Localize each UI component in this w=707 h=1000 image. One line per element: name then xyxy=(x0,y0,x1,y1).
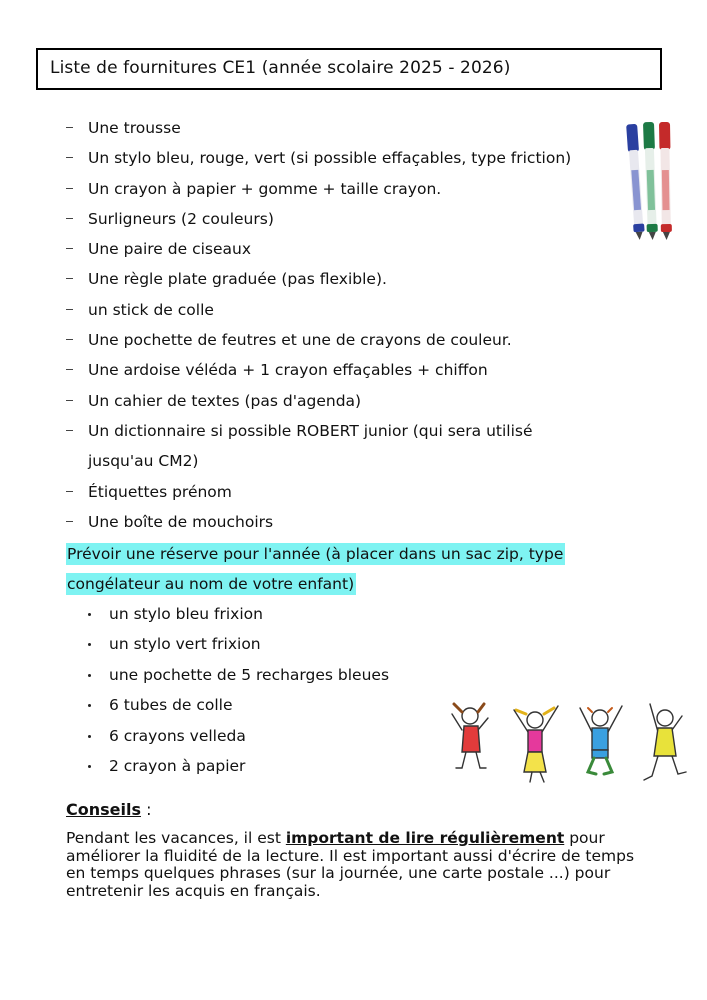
frixion-pens-image xyxy=(626,120,676,242)
list-item: Une pochette de feutres et une de crayons de couleur. xyxy=(66,328,571,358)
conseils-heading: Conseils : xyxy=(66,800,152,819)
list-item: Un crayon à papier + gomme + taille crayon. xyxy=(66,177,571,207)
reserve-item: une pochette de 5 recharges bleues xyxy=(86,663,389,693)
reserve-item: 6 tubes de colle xyxy=(86,693,389,723)
list-item: Une paire de ciseaux xyxy=(66,237,571,267)
list-item: Un stylo bleu, rouge, vert (si possible effaçables, type friction) xyxy=(66,146,571,176)
list-item: Une ardoise véléda + 1 crayon effaçables + chiffon xyxy=(66,358,571,388)
supplies-list xyxy=(66,116,571,540)
reserve-highlight-line-1: Prévoir une réserve pour l'année (à placer dans un sac zip, type xyxy=(67,545,564,563)
reserve-item: un stylo vert frixion xyxy=(86,632,389,662)
list-item: Étiquettes prénom xyxy=(66,480,571,510)
reserve-item: un stylo bleu frixion xyxy=(86,602,389,632)
conseils-paragraph: Pendant les vacances, il est important de lire régulièrement pour améliorer la fluidité de la lecture. Il est important aussi d'écrire de temps en temps quelques phrases (sur la journée, une carte postale ...) pour entretenir les acquis en français. xyxy=(66,829,635,900)
list-item: Une trousse xyxy=(66,116,571,146)
list-item: Surligneurs (2 couleurs) xyxy=(66,207,571,237)
jumping-kids-illustration xyxy=(440,696,690,786)
list-item: Une boîte de mouchoirs xyxy=(66,510,571,540)
title-box xyxy=(36,48,662,90)
list-item: Une règle plate graduée (pas flexible). xyxy=(66,267,571,297)
page-title: Liste de fournitures CE1 (année scolaire 2025 - 2026) xyxy=(50,58,511,78)
list-item: Un cahier de textes (pas d'agenda) xyxy=(66,389,571,419)
list-item-continuation: jusqu'au CM2) xyxy=(88,452,199,471)
reserve-list xyxy=(86,602,389,784)
reserve-item: 2 crayon à papier xyxy=(86,754,389,784)
reserve-item: 6 crayons velleda xyxy=(86,724,389,754)
reserve-highlight-line-2: congélateur au nom de votre enfant) xyxy=(67,575,355,593)
list-item: un stick de colle xyxy=(66,298,571,328)
list-item: Un dictionnaire si possible ROBERT junior (qui sera utilisé xyxy=(66,419,571,449)
